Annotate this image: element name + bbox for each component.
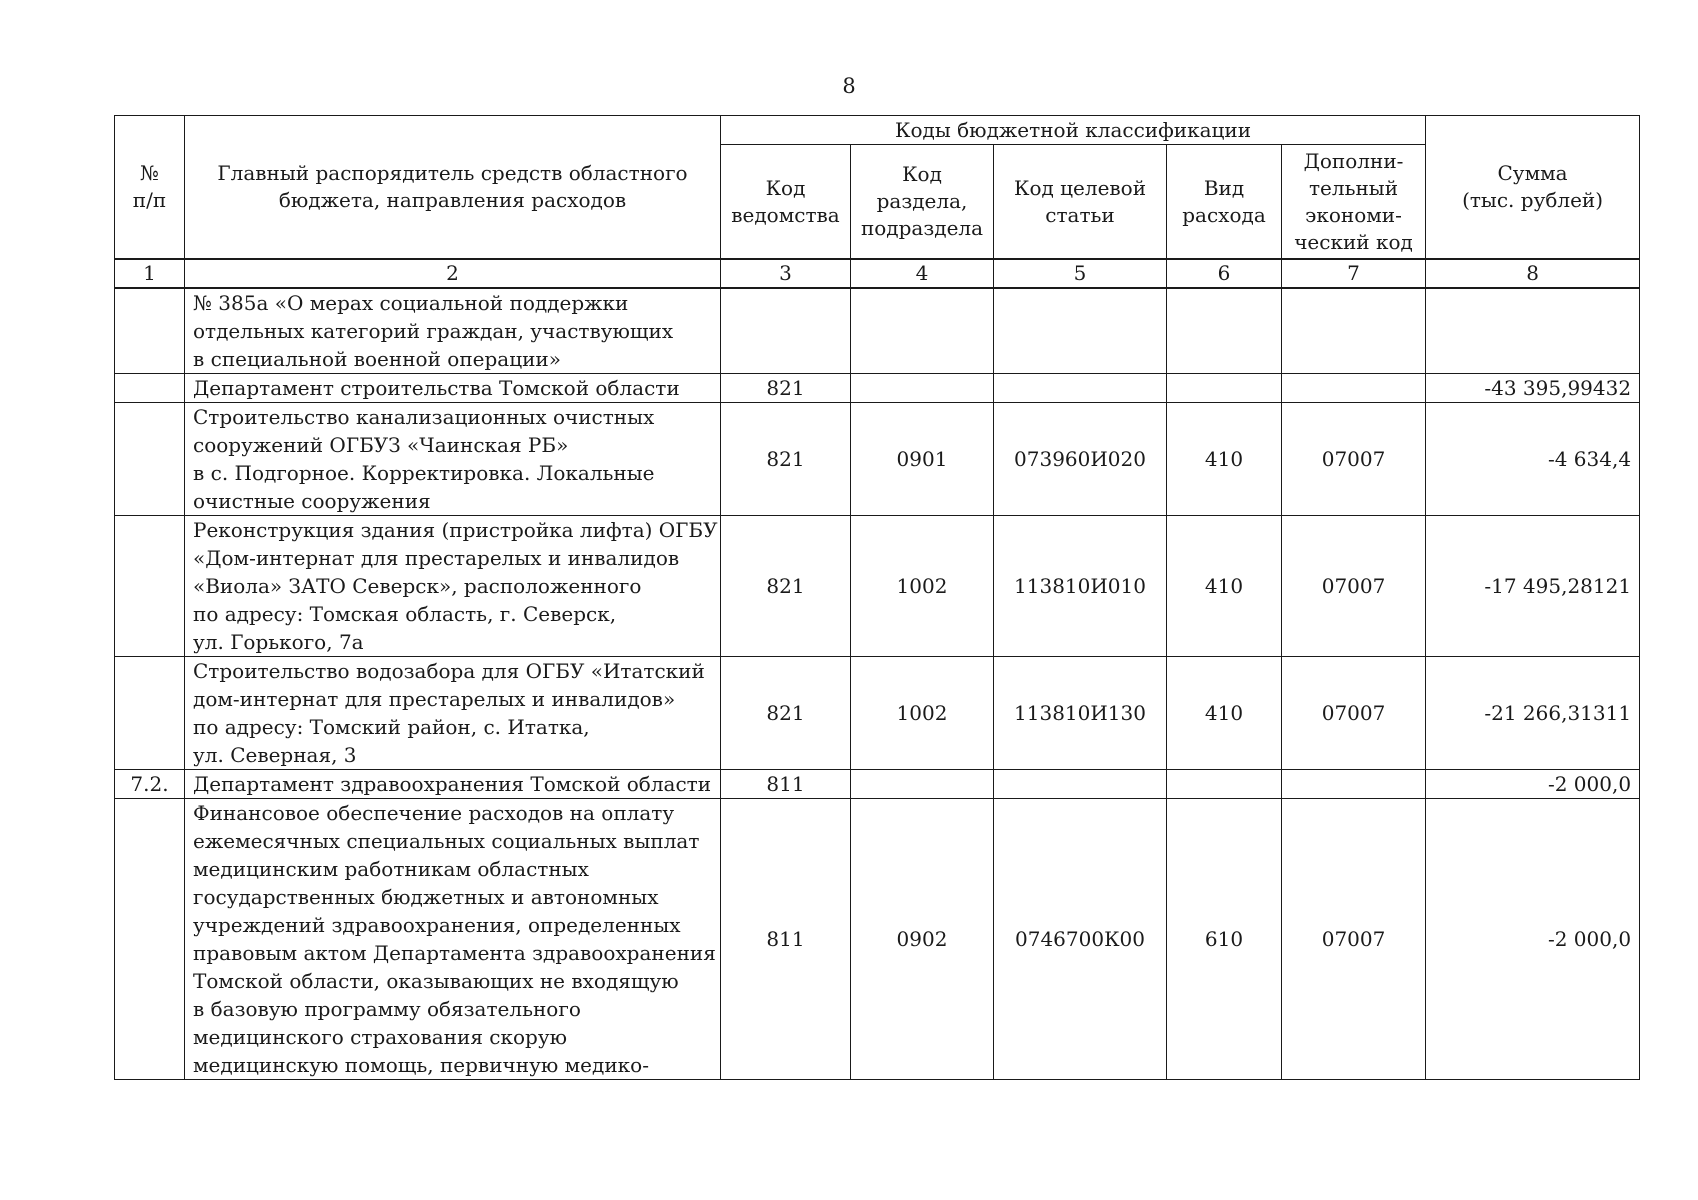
row-name-line: Департамент строительства Томской области — [193, 376, 680, 400]
amount-cell: -4 634,4 — [1426, 403, 1640, 516]
row-name-line: ежемесячных специальных социальных выплат — [193, 829, 700, 853]
section-code-cell — [851, 288, 994, 374]
header-dept-code: Код ведомства — [721, 145, 851, 260]
column-number: 2 — [185, 259, 721, 288]
row-name-line: в с. Подгорное. Корректировка. Локальные — [193, 461, 655, 485]
row-name-line: по адресу: Томский район, с. Итатка, — [193, 715, 590, 739]
extra-code-cell — [1282, 288, 1426, 374]
row-number-cell — [115, 374, 185, 403]
row-number-cell — [115, 403, 185, 516]
row-number-cell — [115, 657, 185, 770]
column-number: 1 — [115, 259, 185, 288]
row-name-line: «Виола» ЗАТО Северск», расположенного — [193, 574, 642, 598]
amount-cell: -43 395,99432 — [1426, 374, 1640, 403]
row-name-cell — [185, 374, 721, 403]
target-code-cell — [994, 770, 1167, 799]
table-body — [115, 259, 1640, 1080]
amount-cell: -17 495,28121 — [1426, 516, 1640, 657]
target-code-cell: 0746700К00 — [994, 799, 1167, 1080]
dept-code-cell: 821 — [721, 403, 851, 516]
target-code-cell: 113810И130 — [994, 657, 1167, 770]
column-numbers-row — [115, 259, 1640, 288]
expense-type-cell — [1167, 288, 1282, 374]
row-name-line: Строительство канализационных очистных — [193, 405, 655, 429]
column-number: 4 — [851, 259, 994, 288]
dept-code-cell: 811 — [721, 770, 851, 799]
table-row — [115, 374, 1640, 403]
row-name-line: ул. Северная, 3 — [193, 743, 357, 767]
row-name-line: Финансовое обеспечение расходов на оплату — [193, 801, 675, 825]
extra-code-cell — [1282, 770, 1426, 799]
row-name-line: сооружений ОГБУЗ «Чаинская РБ» — [193, 433, 569, 457]
row-name-line: очистные сооружения — [193, 489, 431, 513]
section-code-cell: 1002 — [851, 657, 994, 770]
page-number: 8 — [842, 74, 856, 98]
row-name-line: Департамент здравоохранения Томской области — [193, 772, 712, 796]
dept-code-cell: 811 — [721, 799, 851, 1080]
section-code-cell: 0901 — [851, 403, 994, 516]
row-name-line: № 385а «О мерах социальной поддержки — [193, 291, 629, 315]
row-name-cell — [185, 288, 721, 374]
row-name-line: в специальной военной операции» — [193, 347, 561, 371]
row-name-line: по адресу: Томская область, г. Северск, — [193, 602, 617, 626]
row-number-cell — [115, 516, 185, 657]
row-name-cell — [185, 770, 721, 799]
row-name-line: дом-интернат для престарелых и инвалидов» — [193, 687, 676, 711]
row-name-line: отдельных категорий граждан, участвующих — [193, 319, 674, 343]
header-num: № п/п — [115, 116, 185, 260]
row-name-cell — [185, 403, 721, 516]
dept-code-cell: 821 — [721, 516, 851, 657]
amount-cell — [1426, 288, 1640, 374]
header-amount: Сумма (тыс. рублей) — [1426, 116, 1640, 260]
row-number-cell: 7.2. — [115, 770, 185, 799]
column-number: 3 — [721, 259, 851, 288]
row-name-line: «Дом-интернат для престарелых и инвалидов — [193, 546, 680, 570]
row-name-line: Строительство водозабора для ОГБУ «Итатский — [193, 659, 705, 683]
header-codes-group: Коды бюджетной классификации — [721, 116, 1426, 145]
table-row — [115, 403, 1640, 516]
row-name-cell — [185, 516, 721, 657]
header-section-code: Код раздела, подраздела — [851, 145, 994, 260]
target-code-cell — [994, 374, 1167, 403]
dept-code-cell: 821 — [721, 657, 851, 770]
table-row — [115, 288, 1640, 374]
row-name-line: учреждений здравоохранения, определенных — [193, 913, 681, 937]
table-row — [115, 799, 1640, 1080]
extra-code-cell — [1282, 374, 1426, 403]
budget-table — [114, 115, 1640, 1080]
expense-type-cell: 410 — [1167, 516, 1282, 657]
target-code-cell: 113810И010 — [994, 516, 1167, 657]
column-number: 6 — [1167, 259, 1282, 288]
row-name-line: правовым актом Департамента здравоохранения — [193, 941, 716, 965]
column-number: 8 — [1426, 259, 1640, 288]
column-number: 7 — [1282, 259, 1426, 288]
row-name-line: медицинским работникам областных — [193, 857, 589, 881]
row-name-line: Реконструкция здания (пристройка лифта) ОГБУ — [193, 518, 718, 542]
amount-cell: -2 000,0 — [1426, 770, 1640, 799]
header-target-code: Код целевой статьи — [994, 145, 1167, 260]
section-code-cell — [851, 770, 994, 799]
header-distributor: Главный распорядитель средств областного бюджета, направления расходов — [185, 116, 721, 260]
extra-code-cell: 07007 — [1282, 516, 1426, 657]
expense-type-cell: 610 — [1167, 799, 1282, 1080]
section-code-cell: 1002 — [851, 516, 994, 657]
dept-code-cell: 821 — [721, 374, 851, 403]
dept-code-cell — [721, 288, 851, 374]
extra-code-cell: 07007 — [1282, 657, 1426, 770]
table-row — [115, 657, 1640, 770]
row-name-line: государственных бюджетных и автономных — [193, 885, 659, 909]
target-code-cell: 073960И020 — [994, 403, 1167, 516]
amount-cell: -2 000,0 — [1426, 799, 1640, 1080]
expense-type-cell: 410 — [1167, 403, 1282, 516]
row-name-line: медицинского страхования скорую — [193, 1025, 568, 1049]
row-name-line: в базовую программу обязательного — [193, 997, 581, 1021]
row-number-cell — [115, 288, 185, 374]
extra-code-cell: 07007 — [1282, 799, 1426, 1080]
expense-type-cell: 410 — [1167, 657, 1282, 770]
row-name-cell — [185, 657, 721, 770]
section-code-cell — [851, 374, 994, 403]
row-name-line: Томской области, оказывающих не входящую — [193, 969, 679, 993]
expense-type-cell — [1167, 770, 1282, 799]
expense-type-cell — [1167, 374, 1282, 403]
table-header — [115, 116, 1640, 260]
target-code-cell — [994, 288, 1167, 374]
row-number-cell — [115, 799, 185, 1080]
header-extra-code: Дополни- тельный экономи- ческий код — [1282, 145, 1426, 260]
section-code-cell: 0902 — [851, 799, 994, 1080]
column-number: 5 — [994, 259, 1167, 288]
row-name-line: ул. Горького, 7а — [193, 630, 364, 654]
amount-cell: -21 266,31311 — [1426, 657, 1640, 770]
extra-code-cell: 07007 — [1282, 403, 1426, 516]
row-name-line: медицинскую помощь, первичную медико- — [193, 1053, 649, 1077]
table-row — [115, 516, 1640, 657]
table-row — [115, 770, 1640, 799]
row-name-cell — [185, 799, 721, 1080]
header-expense-type: Вид расхода — [1167, 145, 1282, 260]
